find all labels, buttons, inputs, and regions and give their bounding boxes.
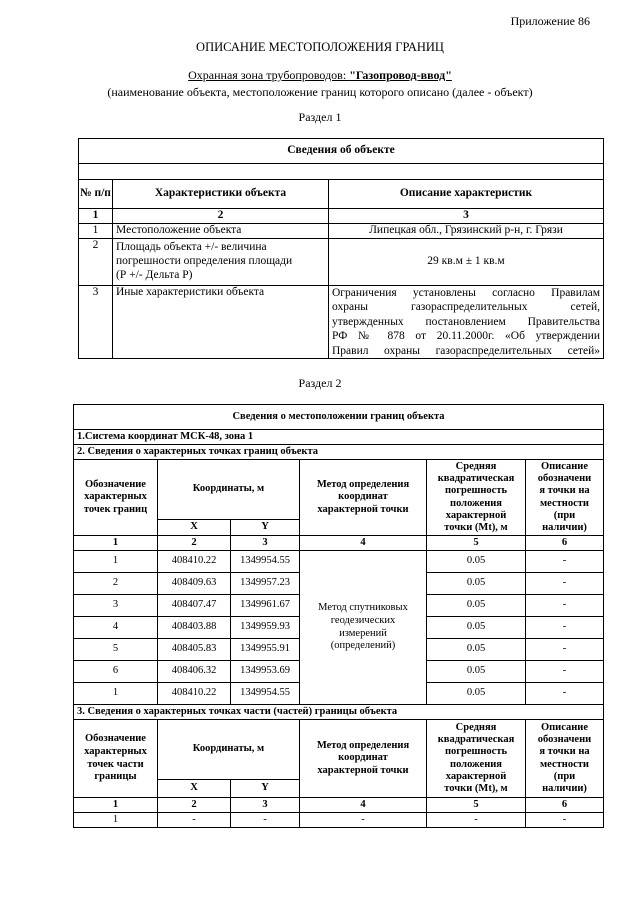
text-line: погрешность — [444, 746, 508, 758]
text-line: Обозначение — [85, 478, 146, 490]
col-number: 2 — [113, 209, 329, 224]
text-line: погрешность — [444, 485, 508, 497]
row-num: 3 — [79, 286, 113, 359]
header-y: Y — [231, 520, 300, 536]
point-num: 3 — [74, 595, 158, 617]
text-line: (при — [553, 509, 576, 521]
point-num: 5 — [74, 639, 158, 661]
text-line: Средняя — [455, 722, 497, 734]
header-description — [526, 720, 604, 798]
row-characteristic: Местоположение объекта — [113, 224, 329, 239]
object-name: "Газопровод-ввод" — [349, 68, 452, 82]
method-cell — [300, 551, 427, 705]
text-line: местности — [540, 758, 589, 770]
section2-title: Раздел 2 — [298, 376, 342, 390]
col-number: 1 — [79, 209, 113, 224]
row-description: 29 кв.м ± 1 кв.м — [329, 239, 604, 286]
point-x: 408403.88 — [158, 617, 231, 639]
row-characteristic — [113, 239, 329, 286]
col-number: 3 — [329, 209, 604, 224]
text-line: утвержденных постановлением Правительства — [332, 315, 600, 328]
text-line: точек границ — [83, 503, 148, 515]
header-num: № п/п — [79, 180, 113, 209]
row-num: 1 — [79, 224, 113, 239]
point-x: 408405.83 — [158, 639, 231, 661]
point-desc: - — [526, 683, 604, 705]
object-caption: (наименование объекта, местоположение границ которого описано (далее - объект) — [107, 85, 533, 99]
point-desc: - — [526, 661, 604, 683]
row-characteristic: Иные характеристики объекта — [113, 286, 329, 359]
point-y: 1349959.93 — [231, 617, 300, 639]
coord-system: 1.Система координат МСК-48, зона 1 — [74, 430, 604, 445]
text-line: (Р +/- Дельта Р) — [116, 268, 193, 281]
col-number: 4 — [300, 536, 427, 551]
sub2-title: 2. Сведения о характерных точках границ объекта — [74, 445, 604, 460]
point-mt: 0.05 — [427, 683, 526, 705]
text-line: Метод спутниковых — [318, 602, 408, 614]
text-line: я точки на — [539, 746, 590, 758]
point-x: 408410.22 — [158, 551, 231, 573]
point-x: 408410.22 — [158, 683, 231, 705]
point-mt: 0.05 — [427, 617, 526, 639]
text-line: (определений) — [330, 640, 396, 652]
object-info-table — [78, 138, 604, 359]
table-row — [74, 551, 604, 573]
col-number: 6 — [526, 798, 604, 813]
text-line: характерной точки — [317, 764, 409, 776]
col-number: 1 — [74, 798, 158, 813]
header-mt — [427, 720, 526, 798]
spacer-row — [79, 164, 604, 180]
point-desc: - — [526, 617, 604, 639]
text-line: характерной точки — [317, 503, 409, 515]
point-x: 408409.63 — [158, 573, 231, 595]
point-desc: - — [526, 595, 604, 617]
header-y: Y — [231, 780, 300, 798]
text-line: квадратическая — [437, 734, 515, 746]
header-mt — [427, 460, 526, 536]
col-number: 4 — [300, 798, 427, 813]
text-line: точек части — [87, 758, 144, 770]
row-description — [329, 286, 604, 359]
point-x: 408406.32 — [158, 661, 231, 683]
point-num: 6 — [74, 661, 158, 683]
object-info-table-title: Сведения об объекте — [79, 139, 604, 164]
header-part-point-name — [74, 720, 158, 798]
text-line: геодезических — [330, 614, 396, 626]
row-description: Липецкая обл., Грязинский р-н, г. Грязи — [329, 224, 604, 239]
text-line: границы — [94, 771, 137, 783]
point-y: 1349957.23 — [231, 573, 300, 595]
part-point-x: - — [158, 813, 231, 828]
point-x: 408407.47 — [158, 595, 231, 617]
text-line: обозначени — [537, 473, 592, 485]
text-line: местности — [540, 497, 589, 509]
point-mt: 0.05 — [427, 551, 526, 573]
document-title: ОПИСАНИЕ МЕСТОПОЛОЖЕНИЯ ГРАНИЦ — [196, 40, 444, 54]
point-num: 1 — [74, 551, 158, 573]
header-coords: Координаты, м — [158, 720, 300, 780]
col-number: 2 — [158, 536, 231, 551]
table-row — [79, 224, 604, 239]
col-number: 5 — [427, 536, 526, 551]
point-y: 1349953.69 — [231, 661, 300, 683]
text-line: погрешности определения площади — [116, 255, 293, 268]
col-number: 1 — [74, 536, 158, 551]
text-line: характерной — [445, 509, 507, 521]
point-desc: - — [526, 639, 604, 661]
boundary-table — [73, 404, 604, 828]
header-method — [300, 720, 427, 798]
text-line: положения — [450, 758, 502, 770]
boundary-table-title: Сведения о местоположении границ объекта — [74, 405, 604, 430]
point-mt: 0.05 — [427, 573, 526, 595]
table-row — [79, 239, 604, 286]
header-x: X — [158, 520, 231, 536]
text-line: Описание — [540, 722, 589, 734]
text-line: квадратическая — [437, 473, 515, 485]
table-row — [79, 286, 604, 359]
text-line: координат — [338, 752, 388, 764]
part-point-mt: - — [427, 813, 526, 828]
col-number: 6 — [526, 536, 604, 551]
part-point-num: 1 — [74, 813, 158, 828]
text-line: Средняя — [455, 461, 497, 473]
point-desc: - — [526, 551, 604, 573]
text-line: координат — [338, 491, 388, 503]
text-line: наличии) — [542, 521, 587, 533]
text-line: положения — [450, 497, 502, 509]
object-name-line — [0, 68, 640, 83]
point-num: 1 — [74, 683, 158, 705]
text-line: я точки на — [539, 485, 590, 497]
sub3-title: 3. Сведения о характерных точках части (частей) границы объекта — [74, 705, 604, 720]
point-num: 2 — [74, 573, 158, 595]
header-method — [300, 460, 427, 536]
text-line: обозначени — [537, 734, 592, 746]
point-desc: - — [526, 573, 604, 595]
appendix-label: Приложение 86 — [510, 14, 590, 28]
text-line: (при — [553, 770, 576, 782]
table-row — [74, 813, 604, 828]
point-y: 1349954.55 — [231, 551, 300, 573]
object-prefix: Охранная зона трубопроводов: — [188, 68, 350, 82]
text-line: охраны газораспределительных сетей, — [332, 301, 600, 314]
text-line: характерной — [445, 770, 507, 782]
col-number: 3 — [231, 536, 300, 551]
header-description — [526, 460, 604, 536]
point-y: 1349961.67 — [231, 595, 300, 617]
text-line: РФ № 878 от 20.11.2000г. «Об утверждении — [332, 330, 600, 343]
text-line: Площадь объекта +/- величина — [116, 241, 267, 254]
header-coords: Координаты, м — [158, 460, 300, 520]
point-y: 1349954.55 — [231, 683, 300, 705]
part-point-method: - — [300, 813, 427, 828]
text-line: Метод определения — [316, 478, 410, 490]
row-num: 2 — [79, 239, 113, 286]
point-y: 1349955.91 — [231, 639, 300, 661]
header-description: Описание характеристик — [329, 180, 604, 209]
point-mt: 0.05 — [427, 595, 526, 617]
text-line: точки (Mt), м — [444, 782, 508, 794]
text-line: Обозначение — [85, 733, 146, 745]
col-number: 2 — [158, 798, 231, 813]
point-mt: 0.05 — [427, 639, 526, 661]
part-point-desc: - — [526, 813, 604, 828]
part-point-y: - — [231, 813, 300, 828]
header-characteristics: Характеристики объекта — [113, 180, 329, 209]
col-number: 3 — [231, 798, 300, 813]
text-line: характерных — [84, 491, 147, 503]
text-line: Метод определения — [316, 739, 410, 751]
text-line: измерений — [339, 627, 387, 639]
header-point-name — [74, 460, 158, 536]
text-line: наличии) — [542, 782, 587, 794]
text-line: точки (Mt), м — [444, 521, 508, 533]
text-line: Ограничения установлены согласно Правилам — [332, 287, 600, 299]
text-line: Правил охраны газораспределительных сетей» — [332, 344, 600, 357]
point-mt: 0.05 — [427, 661, 526, 683]
header-x: X — [158, 780, 231, 798]
col-number: 5 — [427, 798, 526, 813]
text-line: Описание — [540, 461, 589, 473]
section1-title: Раздел 1 — [298, 110, 342, 124]
text-line: характерных — [84, 745, 147, 757]
point-num: 4 — [74, 617, 158, 639]
